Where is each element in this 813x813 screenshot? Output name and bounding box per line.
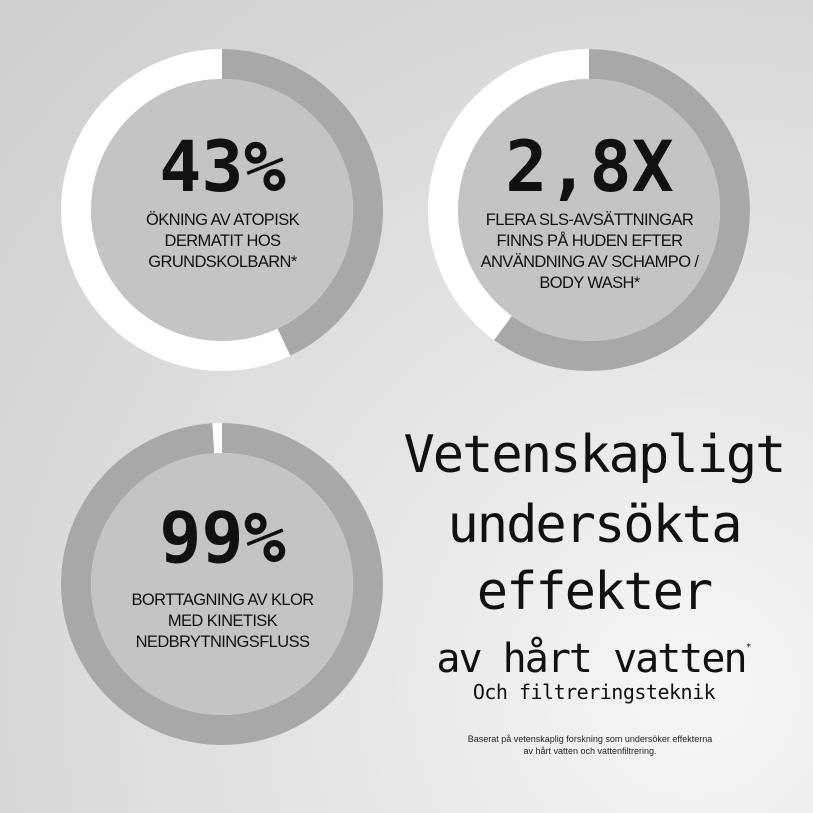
stat-chlorine-removal xyxy=(60,422,385,722)
stat-description-line: DERMATIT HOS xyxy=(164,232,281,250)
stat-description xyxy=(457,210,722,294)
stat-description-line: ANVÄNDNING AV SCHAMPO / xyxy=(480,253,699,271)
headline-line: effekter xyxy=(476,562,712,622)
stat-description-line: FLERA SLS-AVSÄTTNINGAR xyxy=(485,211,694,229)
headline-subtitle xyxy=(395,636,793,682)
ring-disc xyxy=(91,453,353,715)
footnote-line: av hårt vatten och vattenfiltrering. xyxy=(523,746,657,756)
stat-description xyxy=(100,590,345,653)
headline-tagline: Och filtreringsteknik xyxy=(472,680,716,704)
footnote-marker: * xyxy=(745,642,752,653)
stat-description-line: BORTTAGNING AV KLOR xyxy=(131,591,314,609)
footnote-line: Baserat på vetenskaplig forskning som undersöker effekterna xyxy=(467,734,713,744)
stat-description-line: FINNS PÅ HUDEN EFTER xyxy=(496,232,683,250)
headline-line: undersökta xyxy=(447,495,741,555)
stat-value: 43% xyxy=(159,126,286,208)
stat-atopic-dermatitis xyxy=(60,48,385,373)
stat-description xyxy=(110,210,335,273)
headline-subtitle-text: av hårt vatten xyxy=(436,636,746,682)
progress-ring xyxy=(60,422,385,747)
footnote xyxy=(415,733,765,757)
stat-description-line: BODY WASH* xyxy=(539,274,640,292)
stat-value: 2,8X xyxy=(505,126,674,208)
stat-description-line: MED KINETISK xyxy=(167,612,278,630)
stat-description-line: NEDBRYTNINGSFLUSS xyxy=(135,633,310,651)
headline-line: Vetenskapligt xyxy=(403,425,785,485)
stat-sls-deposits xyxy=(427,48,752,373)
stat-description-line: GRUNDSKOLBARN* xyxy=(148,253,297,271)
stat-value: 99% xyxy=(159,497,286,579)
stat-description-line: ÖKNING AV ATOPISK xyxy=(145,211,300,229)
